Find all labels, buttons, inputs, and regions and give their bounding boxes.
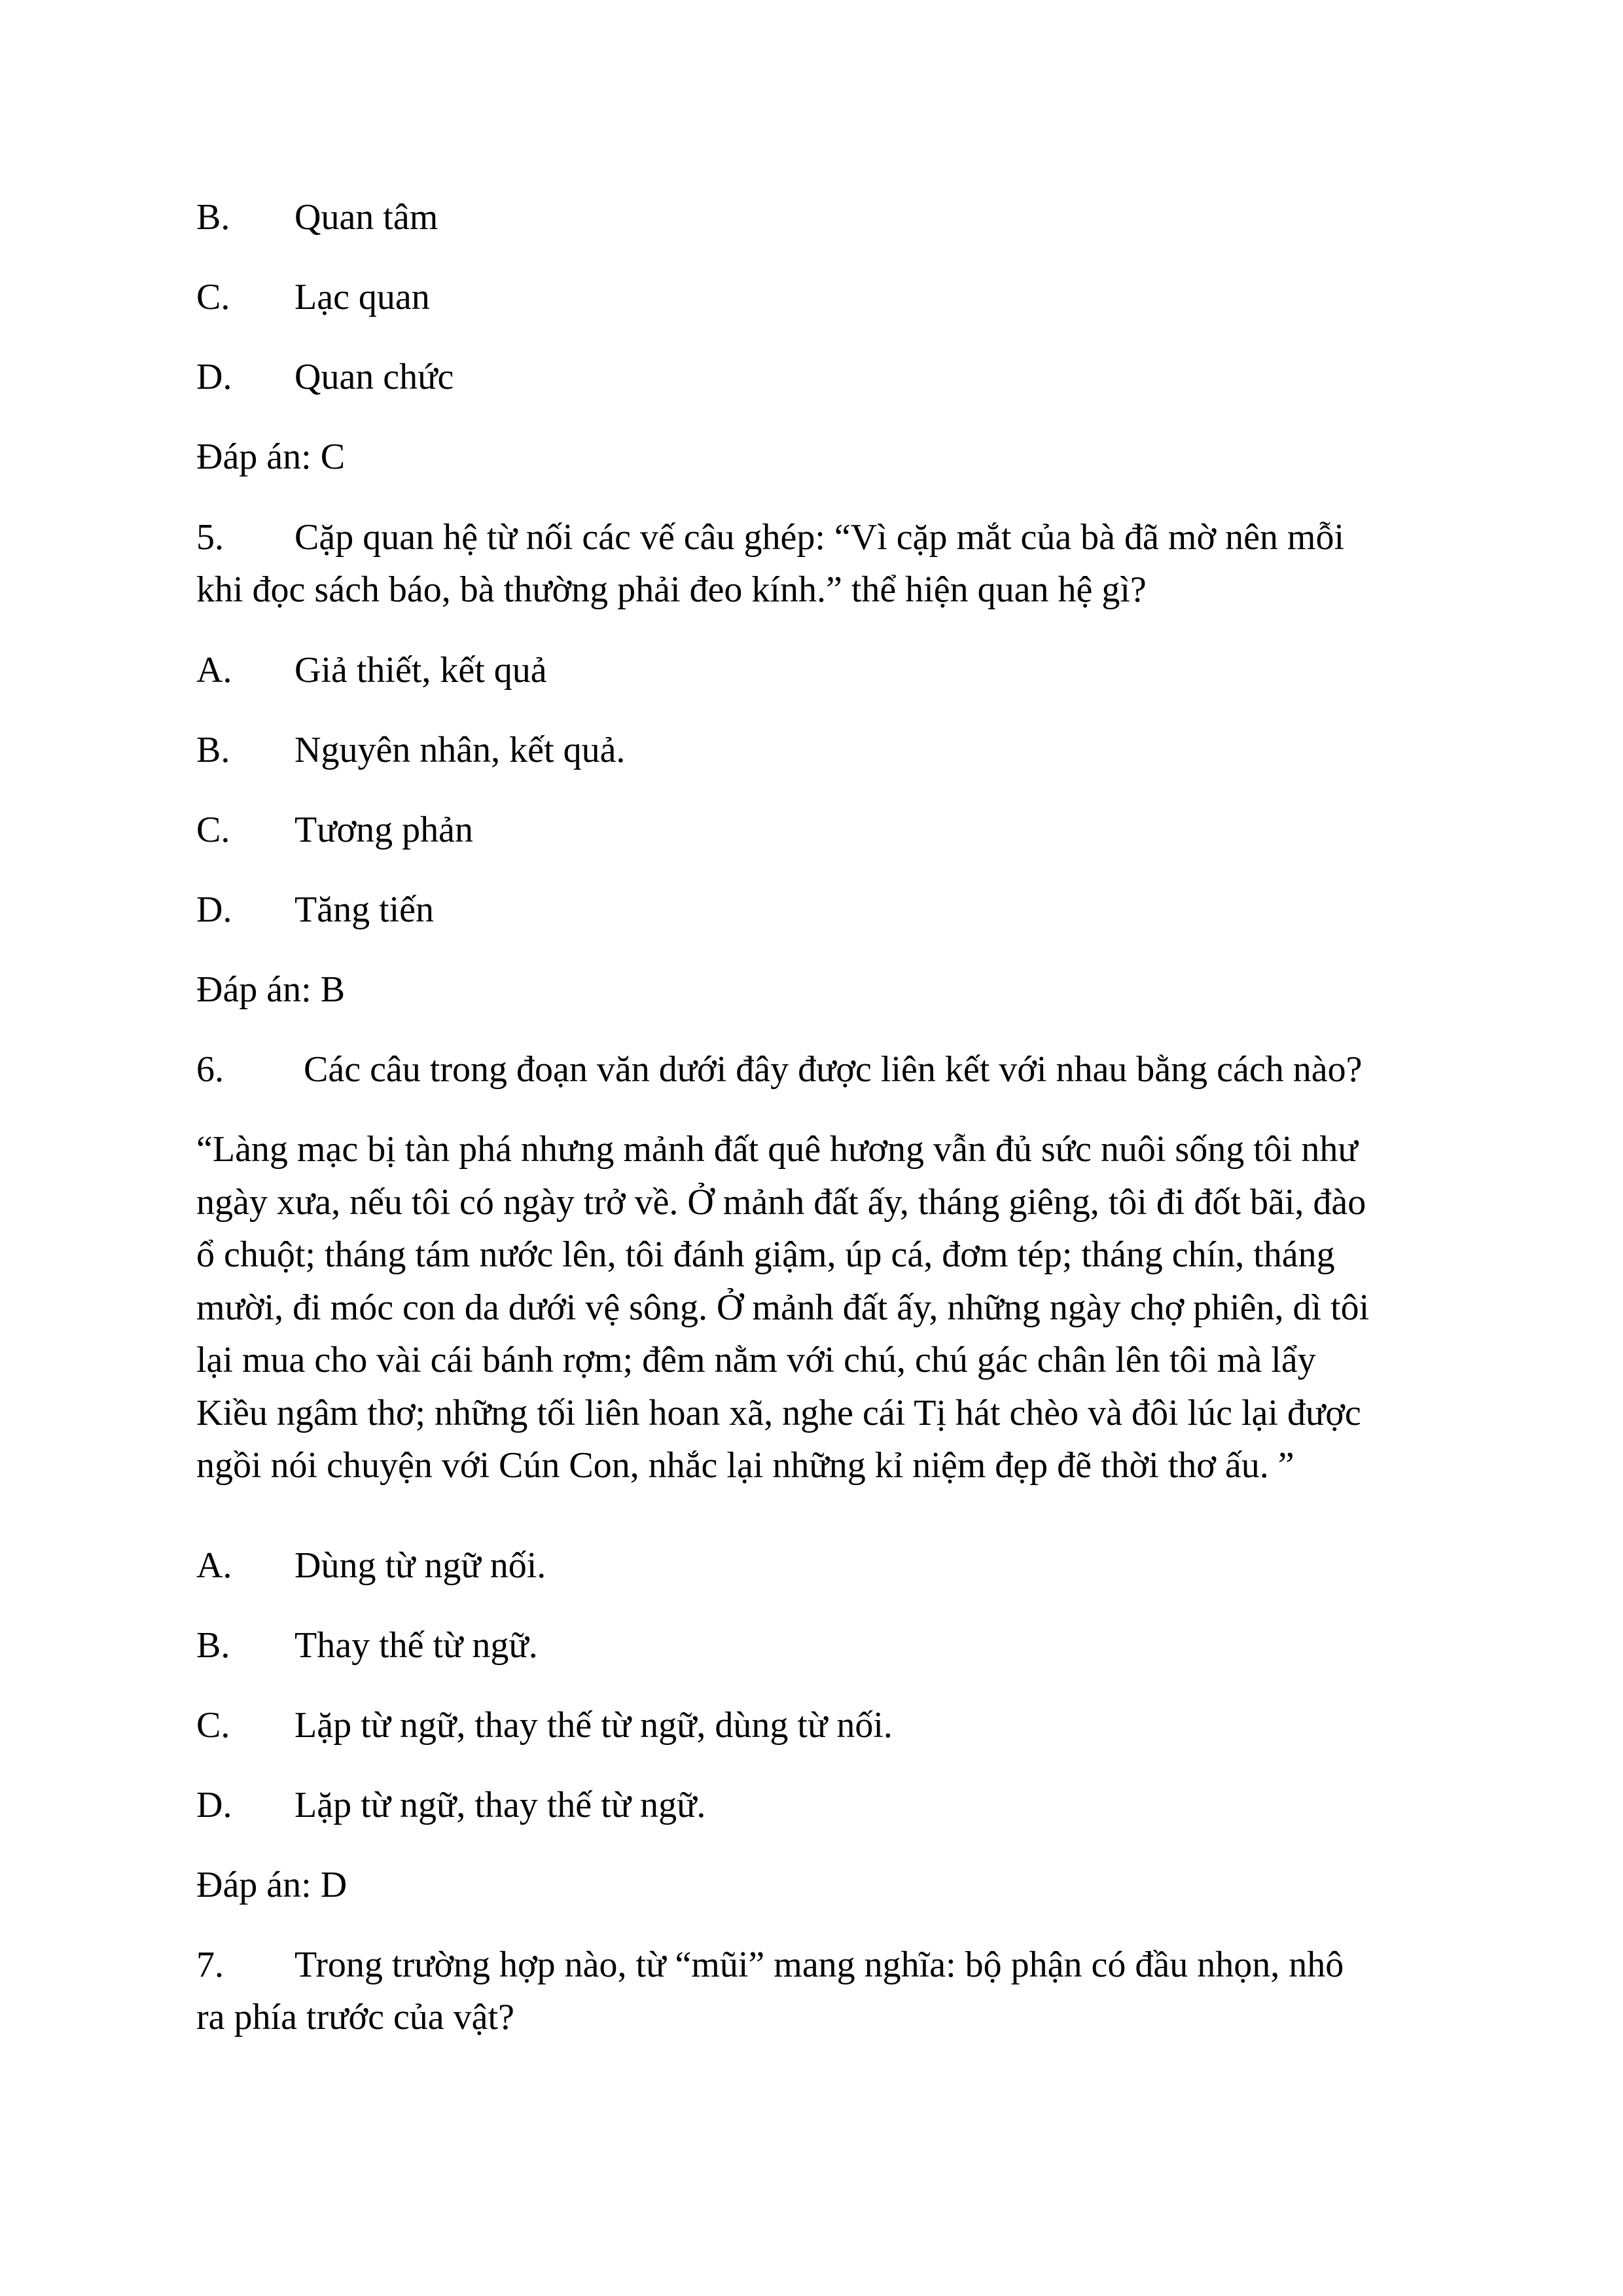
passage-line: “Làng mạc bị tàn phá nhưng mảnh đất quê hương vẫn đủ sức nuôi sống tôi như — [196, 1129, 1358, 1170]
option-text: Lặp từ ngữ, thay thế từ ngữ. — [294, 1785, 706, 1825]
q4-option-b — [196, 191, 438, 243]
q5-option-b — [196, 724, 625, 776]
option-text: Lặp từ ngữ, thay thế từ ngữ, dùng từ nối. — [294, 1705, 893, 1746]
option-label: C. — [196, 1705, 230, 1746]
q6-option-a — [196, 1539, 546, 1592]
q6-option-c — [196, 1699, 893, 1751]
q5-option-a — [196, 644, 547, 696]
q6-stem — [196, 1043, 1362, 1096]
q7-stem-line1 — [196, 1939, 1344, 1991]
passage-line: lại mua cho vài cái bánh rợm; đêm nằm với chú, chú gác chân lên tôi mà lẩy — [196, 1340, 1316, 1380]
option-label: A. — [196, 650, 232, 691]
option-text: Lạc quan — [294, 277, 430, 317]
option-text: Dùng từ ngữ nối. — [294, 1545, 546, 1586]
passage-line: Kiều ngâm thơ; những tối liên hoan xã, nghe cái Tị hát chèo và đôi lúc lại được — [196, 1392, 1361, 1433]
option-text: Quan tâm — [294, 197, 438, 238]
q5-stem-line2: khi đọc sách báo, bà thường phải đeo kính.” thể hiện quan hệ gì? — [196, 569, 1147, 610]
passage-line: mười, đi móc con da dưới vệ sông. Ở mảnh đất ấy, những ngày chợ phiên, dì tôi — [196, 1287, 1370, 1328]
q6-passage — [196, 1123, 1440, 1492]
q5-option-c — [196, 804, 473, 856]
question-stem: Trong trường hợp nào, từ “mũi” mang nghĩa: bộ phận có đầu nhọn, nhô — [294, 1945, 1344, 1985]
option-label: D. — [196, 357, 232, 397]
q5-stem-line1 — [196, 511, 1344, 564]
option-text: Tăng tiến — [294, 889, 435, 930]
option-text: Nguyên nhân, kết quả. — [294, 730, 626, 770]
q5-option-d — [196, 884, 434, 936]
q7-stem-line2: ra phía trước của vật? — [196, 1997, 514, 2037]
q4-option-d — [196, 351, 454, 403]
option-label: A. — [196, 1545, 232, 1586]
question-stem: Cặp quan hệ từ nối các vế câu ghép: “Vì cặp mắt của bà đã mờ nên mỗi — [294, 517, 1345, 558]
option-text: Quan chức — [294, 357, 454, 397]
option-label: D. — [196, 1785, 232, 1825]
question-stem: Các câu trong đoạn văn dưới đây được liên kết với nhau bằng cách nào? — [294, 1049, 1363, 1090]
question-number: 7. — [196, 1945, 224, 1985]
option-label: D. — [196, 889, 232, 930]
question-number: 6. — [196, 1049, 224, 1090]
q6-option-b — [196, 1619, 538, 1672]
option-label: B. — [196, 197, 230, 238]
option-label: B. — [196, 730, 230, 770]
q6-answer: Đáp án: D — [196, 1865, 348, 1905]
passage-line: ổ chuột; tháng tám nước lên, tôi đánh giậm, úp cá, đơm tép; tháng chín, tháng — [196, 1234, 1335, 1275]
q5-answer: Đáp án: B — [196, 969, 346, 1010]
option-text: Tương phản — [294, 810, 474, 850]
option-text: Thay thế từ ngữ. — [294, 1625, 538, 1666]
option-text: Giả thiết, kết quả — [294, 650, 547, 691]
option-label: C. — [196, 810, 230, 850]
question-number: 5. — [196, 517, 224, 558]
passage-line: ngồi nói chuyện với Cún Con, nhắc lại những kỉ niệm đẹp đẽ thời thơ ấu. ” — [196, 1445, 1294, 1486]
option-label: B. — [196, 1625, 230, 1666]
q4-answer: Đáp án: C — [196, 437, 346, 477]
option-label: C. — [196, 277, 230, 317]
q4-option-c — [196, 271, 430, 323]
passage-line: ngày xưa, nếu tôi có ngày trở về. Ở mảnh đất ấy, tháng giêng, tôi đi đốt bãi, đào — [196, 1181, 1366, 1223]
q6-option-d — [196, 1779, 705, 1831]
